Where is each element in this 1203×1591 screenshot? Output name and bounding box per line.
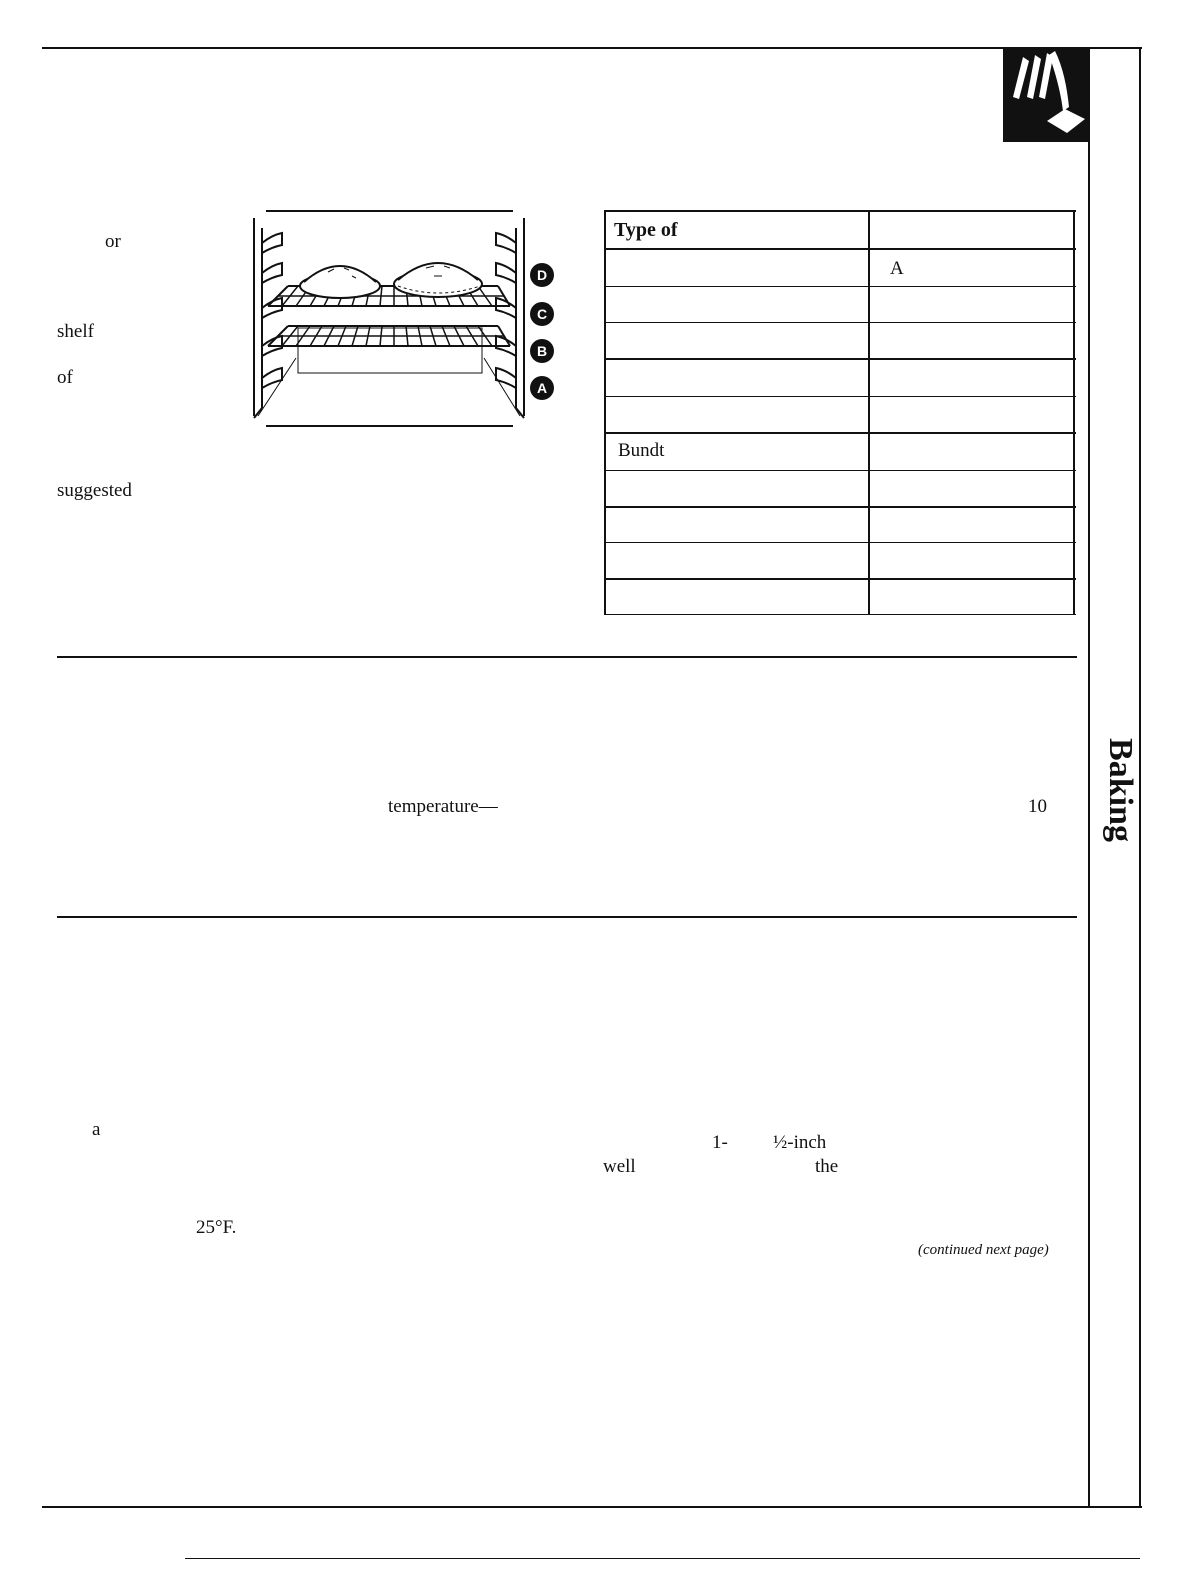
section3-text-fragment: 1- xyxy=(712,1132,728,1153)
top-rule xyxy=(42,47,1142,49)
shelf-position-label: D xyxy=(536,267,548,283)
section2-text-fragment: temperature— xyxy=(388,796,498,817)
shelf-position-label: C xyxy=(536,306,548,322)
section3-text-fragment: ½-inch xyxy=(773,1132,827,1153)
table-header-left: Type of xyxy=(614,219,678,241)
shelf-position-label: A xyxy=(536,380,548,396)
shelf-table xyxy=(604,210,1076,620)
left-text-fragment: shelf xyxy=(57,321,94,342)
section3-text-fragment: well xyxy=(603,1156,636,1177)
section3-text-fragment: 25°F. xyxy=(196,1217,237,1238)
bottom-rule xyxy=(42,1506,1142,1508)
oven-shelf-diagram xyxy=(248,208,573,433)
left-text-fragment: or xyxy=(105,231,121,252)
section-divider xyxy=(57,656,1077,658)
section2-text-fragment: 10 xyxy=(1028,796,1047,817)
section3-text-fragment: the xyxy=(815,1156,839,1177)
side-tab xyxy=(1100,730,1140,850)
footer-rule xyxy=(185,1558,1140,1559)
side-tab-left-border xyxy=(1088,47,1090,1508)
table-cell-left: Bundt xyxy=(618,440,665,461)
continued-note: (continued next page) xyxy=(918,1242,1049,1258)
left-text-fragment: of xyxy=(57,367,73,388)
hand-pressing-button-icon xyxy=(1003,47,1088,142)
table-cell-right: A xyxy=(890,258,904,279)
side-tab-label: Baking xyxy=(1102,738,1140,842)
section-divider xyxy=(57,916,1077,918)
left-text-fragment: suggested xyxy=(57,480,132,501)
shelf-position-label: B xyxy=(536,343,548,359)
section3-text-fragment: a xyxy=(92,1119,101,1140)
